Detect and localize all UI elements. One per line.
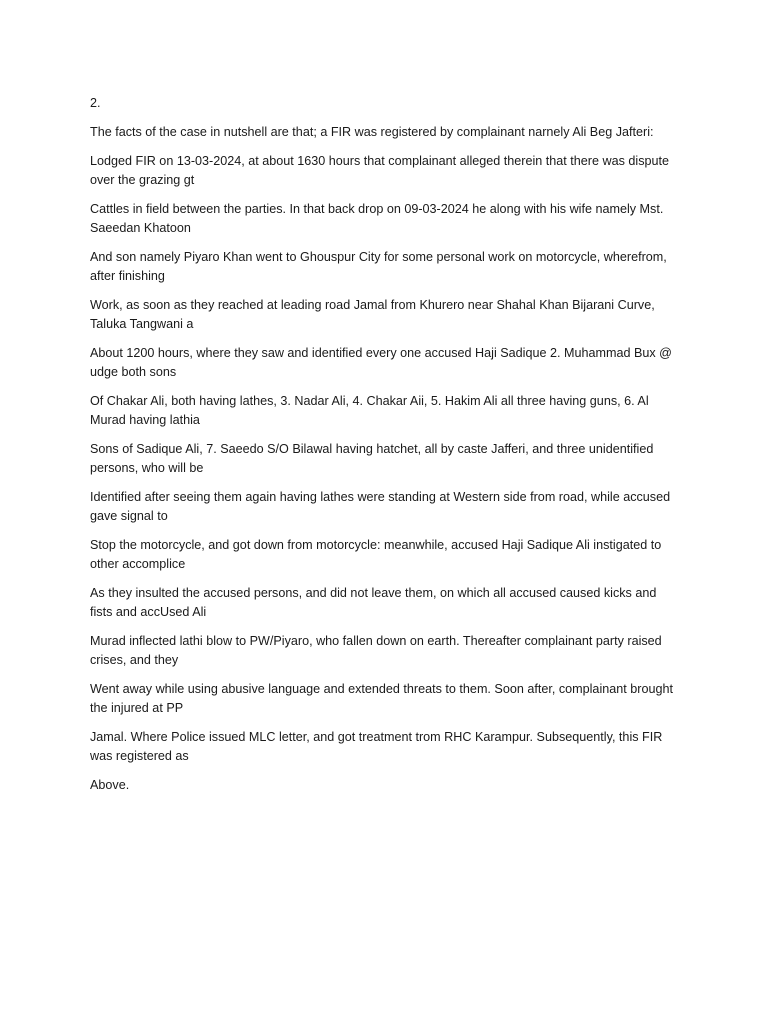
paragraph-7: Of Chakar Ali, both having lathes, 3. Nadar Ali, 4. Chakar Aii, 5. Hakim Ali all three having guns, 6. Al Murad having lathia — [90, 394, 649, 427]
paragraph-8: Sons of Sadique Ali, 7. Saeedo S/O Bilawal having hatchet, all by caste Jafferi, and three unidentified persons, who will be — [90, 442, 654, 475]
paragraph-10: Stop the motorcycle, and got down from motorcycle: meanwhile, accused Haji Sadique Ali instigated to other accomplice — [90, 538, 662, 571]
paragraph-2: Lodged FIR on 13-03-2024, at about 1630 hours that complainant alleged therein that there was dispute over the grazing gt — [90, 154, 670, 187]
paragraph-11: As they insulted the accused persons, and did not leave them, on which all accused caused kicks and fists and accUsed Ali — [90, 586, 657, 619]
paragraph-5: Work, as soon as they reached at leading road Jamal from Khurero near Shahal Khan Bijarani Curve, Taluka Tangwani a — [90, 298, 655, 331]
paragraph-9: Identified after seeing them again having lathes were standing at Western side from road, while accused gave signal to — [90, 490, 671, 523]
paragraph-6: About 1200 hours, where they saw and identified every one accused Haji Sadique 2. Muhammad Bux @ udge both sons — [90, 346, 672, 379]
paragraph-3: Cattles in field between the parties. In that back drop on 09-03-2024 he along with his wife namely Mst. Saeedan Khatoon — [90, 202, 664, 235]
paragraph-15: Above. — [90, 778, 130, 792]
paragraph-4: And son namely Piyaro Khan went to Ghouspur City for some personal work on motorcycle, wherefrom, after finishing — [90, 250, 667, 283]
document-page — [90, 94, 682, 805]
paragraph-12: Murad inflected lathi blow to PW/Piyaro, who fallen down on earth. Thereafter complainant party raised crises, and they — [90, 634, 662, 667]
paragraph-14: Jamal. Where Police issued MLC letter, and got treatment trom RHC Karampur. Subsequently, this FIR was registered as — [90, 730, 663, 763]
page-number: 2. — [90, 96, 101, 110]
paragraph-1: The facts of the case in nutshell are that; a FIR was registered by complainant narnely Ali Beg Jafteri: — [90, 125, 654, 139]
paragraph-13: Went away while using abusive language and extended threats to them. Soon after, complainant brought the injured at PP — [90, 682, 673, 715]
